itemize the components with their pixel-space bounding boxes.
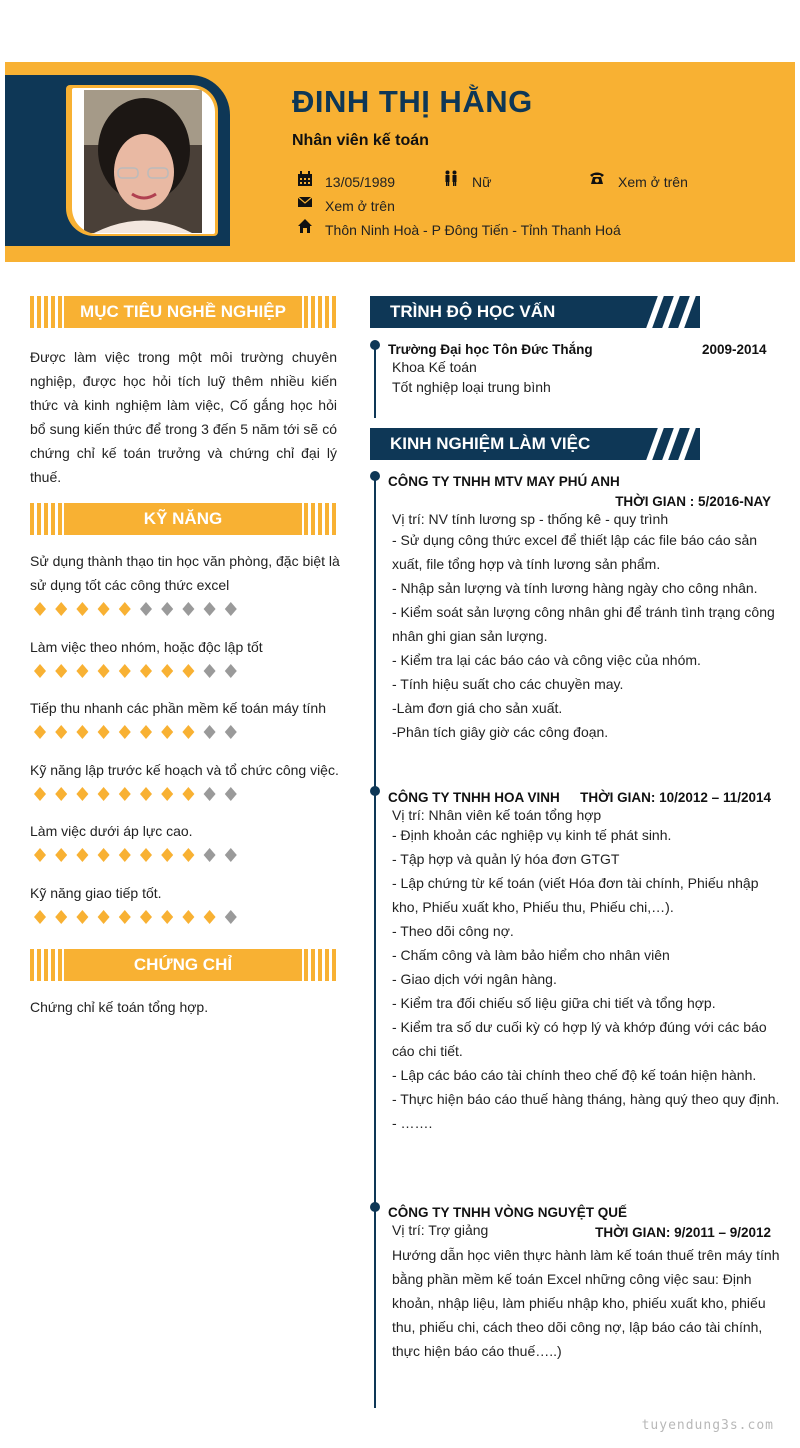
rating-diamond-filled: [34, 602, 46, 616]
rating-diamond-filled: [34, 787, 46, 801]
certificates-title: CHỨNG CHỈ: [64, 949, 302, 981]
rating-diamond-filled: [98, 910, 110, 924]
timeline-dot: [370, 1202, 380, 1212]
task-item: - Sử dụng công thức excel để thiết lập các file báo cáo sản xuất, file tổng hợp và tính lương sản phẩm.: [392, 532, 758, 572]
rating-diamond-empty: [225, 664, 237, 678]
avatar: [72, 88, 215, 234]
calendar-icon: [297, 171, 313, 187]
rating-diamond-empty: [161, 602, 173, 616]
company-name: CÔNG TY TNHH MTV MAY PHÚ ANH: [388, 474, 620, 489]
task-item: - Lập chứng từ kế toán (viết Hóa đơn tài chính, Phiếu nhập kho, Phiếu xuất kho, Phiếu thu, Phiếu chi,…).: [392, 875, 759, 915]
rating-diamond-empty: [204, 602, 216, 616]
task-item: - Theo dõi công nợ.: [392, 923, 514, 939]
skill-name: Sử dụng thành thạo tin học văn phòng, đặc biệt là sử dụng tốt các công thức excel: [30, 553, 340, 593]
task-item: -Làm đơn giá cho sản xuất.: [392, 700, 563, 716]
rating-diamond-empty: [204, 725, 216, 739]
education-timeline: [374, 346, 376, 418]
rating-diamond-filled: [161, 664, 173, 678]
skill-rating: [34, 910, 246, 924]
task-item: - …….: [392, 1115, 433, 1131]
faculty: Khoa Kế toán: [392, 359, 477, 375]
education-header: [370, 296, 700, 328]
header-slash-decoration: [646, 428, 664, 460]
watermark: tuyendung3s.com: [641, 1418, 774, 1433]
company-name: CÔNG TY TNHH HOA VINH: [388, 790, 560, 805]
rating-diamond-filled: [34, 664, 46, 678]
rating-diamond-filled: [119, 848, 131, 862]
rating-diamond-filled: [140, 725, 152, 739]
gender-icon: [443, 170, 459, 186]
rating-diamond-filled: [76, 910, 88, 924]
task-item: - Tính hiệu suất cho các chuyền may.: [392, 676, 624, 692]
job-position: Vị trí: Trợ giảng: [392, 1222, 489, 1238]
task-item: - Kiểm soát sản lượng công nhân ghi để tránh tình trạng công nhân ghi gian sản lượng.: [392, 604, 775, 644]
graduation-grade: Tốt nghiệp loại trung bình: [392, 379, 551, 395]
rating-diamond-filled: [98, 602, 110, 616]
task-item: - Lập các báo cáo tài chính theo chế độ kế toán hiện hành.: [392, 1067, 757, 1083]
task-item: Hướng dẫn học viên thực hành làm kế toán thuế trên máy tính bằng phần mềm kế toán Excel những công việc sau: Định khoản, nhập liệu, làm phiếu nhập kho, phiếu xuất kho, phiếu thu, phiếu chi, cách theo dõi công nợ, lập báo cáo tài chính, thực hiện báo cáo thuế…..): [392, 1247, 780, 1359]
objective-text: Được làm việc trong một môi trường chuyên nghiệp, được học hỏi tích luỹ thêm nhiều kiến thức và kinh nghiệm làm việc, Cố gắng học hỏi bổ sung kiến thức để trong 3 đến 5 năm tới sẽ có chứng chỉ kế toán trưởng và chứng chỉ đại lý thuế.: [30, 349, 337, 485]
task-item: - Chấm công và làm bảo hiểm cho nhân viên: [392, 947, 670, 963]
task-item: -Phân tích giây giờ các công đoạn.: [392, 724, 609, 740]
task-item: - Kiểm tra lại các báo cáo và công việc của nhóm.: [392, 652, 701, 668]
email-icon: [297, 194, 313, 210]
job-time: THỜI GIAN: 9/2011 – 9/2012: [595, 1225, 771, 1240]
rating-diamond-filled: [119, 725, 131, 739]
objective-header: [30, 296, 336, 328]
rating-diamond-filled: [34, 848, 46, 862]
job-time: THỜI GIAN: 10/2012 – 11/2014: [580, 790, 771, 805]
rating-diamond-filled: [204, 910, 216, 924]
address: Thôn Ninh Hoà - P Đông Tiến - Tỉnh Thanh Hoá: [325, 222, 621, 238]
rating-diamond-filled: [182, 910, 194, 924]
rating-diamond-filled: [55, 910, 67, 924]
header-slash-decoration: [678, 428, 696, 460]
skills-header: [30, 503, 336, 535]
header-slash-decoration: [646, 296, 664, 328]
rating-diamond-filled: [161, 725, 173, 739]
header-slash-decoration: [678, 296, 696, 328]
school-name: Trường Đại học Tôn Đức Thắng: [388, 342, 593, 357]
rating-diamond-filled: [98, 664, 110, 678]
skill-rating: [34, 787, 246, 801]
rating-diamond-filled: [55, 787, 67, 801]
rating-diamond-filled: [55, 725, 67, 739]
dob: 13/05/1989: [325, 174, 396, 190]
rating-diamond-empty: [225, 602, 237, 616]
candidate-name: ĐINH THỊ HẰNG: [292, 84, 533, 119]
task-item: - Tập hợp và quản lý hóa đơn GTGT: [392, 851, 620, 867]
rating-diamond-filled: [55, 602, 67, 616]
rating-diamond-empty: [225, 848, 237, 862]
task-item: - Thực hiện báo cáo thuế hàng tháng, hàng quý theo quy định.: [392, 1091, 780, 1107]
rating-diamond-filled: [76, 602, 88, 616]
rating-diamond-filled: [161, 848, 173, 862]
certificate-item: Chứng chỉ kế toán tổng hợp.: [30, 999, 209, 1015]
skill-name: Làm việc theo nhóm, hoặc độc lập tốt: [30, 639, 263, 655]
email: Xem ở trên: [325, 198, 395, 214]
rating-diamond-filled: [140, 787, 152, 801]
rating-diamond-filled: [98, 725, 110, 739]
rating-diamond-filled: [119, 602, 131, 616]
education-title: TRÌNH ĐỘ HỌC VẤN: [390, 302, 556, 321]
rating-diamond-filled: [98, 787, 110, 801]
rating-diamond-empty: [204, 787, 216, 801]
certificates-header: [30, 949, 336, 981]
task-item: - Giao dịch với ngân hàng.: [392, 971, 557, 987]
task-item: - Định khoản các nghiệp vụ kinh tế phát sinh.: [392, 827, 672, 843]
experience-header: [370, 428, 700, 460]
rating-diamond-empty: [225, 910, 237, 924]
timeline-dot: [370, 471, 380, 481]
task-item: - Nhập sản lượng và tính lương hàng ngày cho công nhân.: [392, 580, 758, 596]
job-tasks: [392, 1243, 782, 1363]
gender: Nữ: [472, 174, 492, 190]
task-item: - Kiểm tra số dư cuối kỳ có hợp lý và khớp đúng với các báo cáo chi tiết.: [392, 1019, 767, 1059]
skill-name: Kỹ năng lập trước kế hoạch và tổ chức công việc.: [30, 762, 339, 778]
rating-diamond-filled: [140, 848, 152, 862]
rating-diamond-filled: [76, 664, 88, 678]
timeline-dot: [370, 340, 380, 350]
phone: Xem ở trên: [618, 174, 688, 190]
rating-diamond-filled: [161, 910, 173, 924]
job-tasks: [392, 528, 782, 744]
objective-title: MỤC TIÊU NGHỀ NGHIỆP: [64, 296, 302, 328]
header-slash-decoration: [662, 428, 680, 460]
rating-diamond-filled: [140, 910, 152, 924]
skill-rating: [34, 848, 246, 862]
experience-timeline: [374, 478, 376, 1408]
rating-diamond-filled: [182, 787, 194, 801]
rating-diamond-filled: [34, 910, 46, 924]
rating-diamond-filled: [119, 910, 131, 924]
job-position: Vị trí: Nhân viên kế toán tổng hợp: [392, 807, 602, 823]
home-icon: [297, 218, 313, 234]
education-years: 2009-2014: [702, 342, 767, 357]
rating-diamond-filled: [140, 664, 152, 678]
rating-diamond-empty: [182, 602, 194, 616]
skill-name: Tiếp thu nhanh các phần mềm kế toán máy tính: [30, 700, 326, 716]
skill-name: Kỹ năng giao tiếp tốt.: [30, 885, 162, 901]
rating-diamond-filled: [76, 725, 88, 739]
rating-diamond-empty: [225, 787, 237, 801]
rating-diamond-filled: [182, 848, 194, 862]
rating-diamond-empty: [204, 664, 216, 678]
rating-diamond-filled: [98, 848, 110, 862]
skills-title: KỸ NĂNG: [64, 503, 302, 535]
skill-rating: [34, 602, 246, 616]
rating-diamond-filled: [182, 725, 194, 739]
rating-diamond-filled: [55, 848, 67, 862]
skill-rating: [34, 725, 246, 739]
company-name: CÔNG TY TNHH VÒNG NGUYỆT QUẾ: [388, 1205, 628, 1220]
rating-diamond-filled: [161, 787, 173, 801]
rating-diamond-filled: [119, 787, 131, 801]
timeline-dot: [370, 786, 380, 796]
job-title: Nhân viên kế toán: [292, 132, 429, 149]
rating-diamond-filled: [76, 787, 88, 801]
skill-name: Làm việc dưới áp lực cao.: [30, 823, 193, 839]
job-time: THỜI GIAN : 5/2016-NAY: [615, 494, 771, 509]
job-position: Vị trí: NV tính lương sp - thống kê - quy trình: [392, 511, 669, 527]
avatar-photo: [84, 90, 202, 233]
rating-diamond-empty: [204, 848, 216, 862]
rating-diamond-filled: [55, 664, 67, 678]
rating-diamond-empty: [225, 725, 237, 739]
experience-title: KINH NGHIỆM LÀM VIỆC: [390, 434, 591, 453]
job-tasks: [392, 823, 782, 1135]
skill-rating: [34, 664, 246, 678]
header-slash-decoration: [662, 296, 680, 328]
rating-diamond-filled: [76, 848, 88, 862]
rating-diamond-filled: [182, 664, 194, 678]
rating-diamond-filled: [119, 664, 131, 678]
rating-diamond-empty: [140, 602, 152, 616]
task-item: - Kiểm tra đối chiếu số liệu giữa chi tiết và tổng hợp.: [392, 995, 716, 1011]
phone-icon: [589, 170, 605, 186]
rating-diamond-filled: [34, 725, 46, 739]
